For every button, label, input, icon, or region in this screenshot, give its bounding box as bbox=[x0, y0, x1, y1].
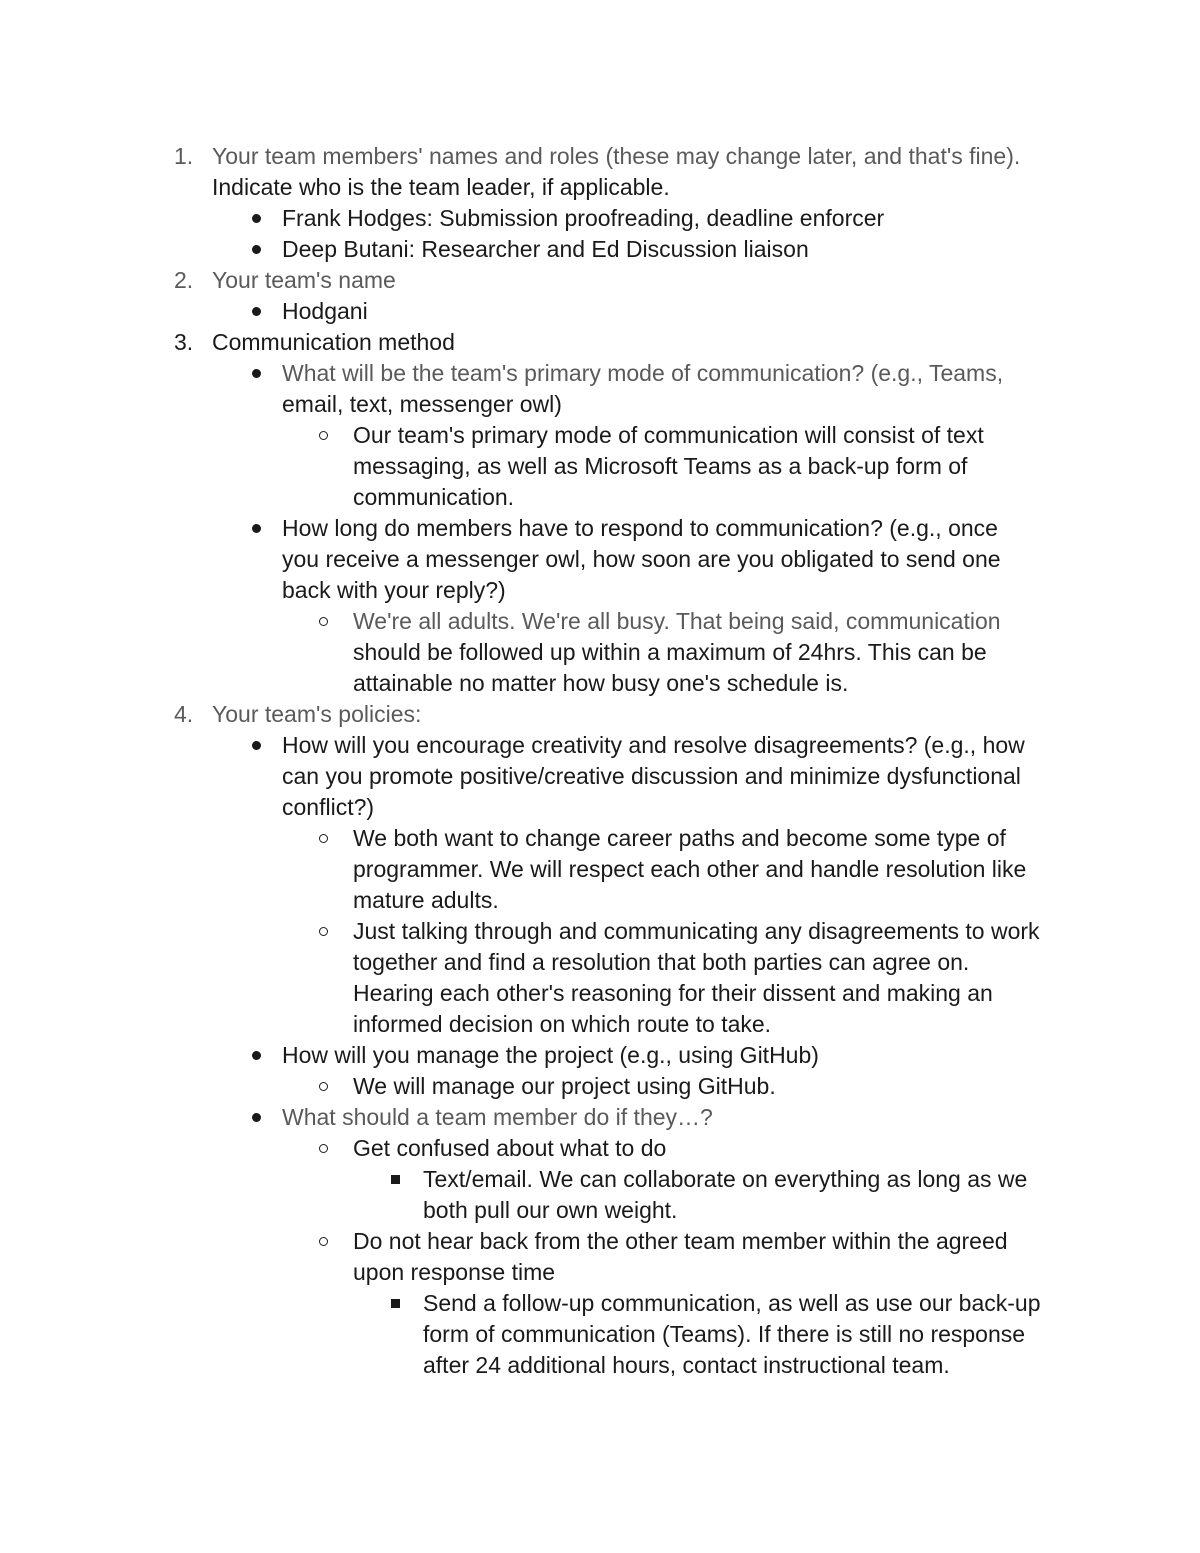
bullet-item bbox=[0, 358, 1200, 389]
bullet-item bbox=[0, 730, 1200, 761]
bullet-item bbox=[0, 1040, 1200, 1071]
sub-bullet-text: Just talking through and communicating any disagreements to work bbox=[353, 918, 1040, 944]
sub-bullet-text: We're all adults. We're all busy. That being said, communication bbox=[353, 608, 1001, 634]
bullet-item bbox=[0, 203, 1200, 234]
hollow-bullet-icon bbox=[319, 1144, 328, 1153]
square-bullet-icon bbox=[391, 1175, 400, 1184]
bullet-text: can you promote positive/creative discussion and minimize dysfunctional bbox=[282, 763, 1021, 789]
bullet-icon bbox=[252, 1113, 261, 1122]
numbered-item-1-continuation bbox=[0, 172, 1200, 203]
square-bullet-text: both pull our own weight. bbox=[423, 1197, 678, 1223]
sub-bullet-text: We will manage our project using GitHub. bbox=[353, 1073, 776, 1099]
bullet-text: What should a team member do if they…? bbox=[282, 1104, 713, 1130]
bullet-continuation bbox=[0, 389, 1200, 420]
sub-bullet-text: mature adults. bbox=[353, 887, 499, 913]
square-bullet-text: after 24 additional hours, contact instructional team. bbox=[423, 1352, 950, 1378]
sub-bullet-text: together and find a resolution that both parties can agree on. bbox=[353, 949, 970, 975]
bullet-text: How will you manage the project (e.g., using GitHub) bbox=[282, 1042, 819, 1068]
bullet-text: you receive a messenger owl, how soon are you obligated to send one bbox=[282, 546, 1001, 572]
bullet-text: Hodgani bbox=[282, 298, 368, 324]
square-bullet-continuation bbox=[0, 1319, 1200, 1350]
sub-bullet-text: informed decision on which route to take. bbox=[353, 1011, 772, 1037]
bullet-icon bbox=[252, 307, 261, 316]
sub-bullet-text: We both want to change career paths and become some type of bbox=[353, 825, 1006, 851]
sub-bullet-continuation bbox=[0, 482, 1200, 513]
sub-bullet-text: Do not hear back from the other team member within the agreed bbox=[353, 1228, 1008, 1254]
sub-bullet-text: Get confused about what to do bbox=[353, 1135, 667, 1161]
sub-bullet-continuation bbox=[0, 885, 1200, 916]
square-bullet-continuation bbox=[0, 1195, 1200, 1226]
sub-bullet-item bbox=[0, 1133, 1200, 1164]
sub-bullet-text: messaging, as well as Microsoft Teams as a back-up form of bbox=[353, 453, 968, 479]
sub-bullet-continuation bbox=[0, 947, 1200, 978]
hollow-bullet-icon bbox=[319, 834, 328, 843]
item-number: 4. bbox=[174, 701, 194, 727]
bullet-text: back with your reply?) bbox=[282, 577, 506, 603]
sub-bullet-item bbox=[0, 606, 1200, 637]
hollow-bullet-icon bbox=[319, 1237, 328, 1246]
square-bullet-text: Send a follow-up communication, as well as use our back-up bbox=[423, 1290, 1041, 1316]
bullet-item bbox=[0, 234, 1200, 265]
numbered-item-2 bbox=[0, 265, 1200, 296]
bullet-continuation bbox=[0, 544, 1200, 575]
hollow-bullet-icon bbox=[319, 1082, 328, 1091]
bullet-icon bbox=[252, 214, 261, 223]
item-number: 1. bbox=[174, 143, 194, 169]
sub-bullet-text: upon response time bbox=[353, 1259, 556, 1285]
bullet-icon bbox=[252, 1051, 261, 1060]
bullet-text: How will you encourage creativity and resolve disagreements? (e.g., how bbox=[282, 732, 1025, 758]
item-text: Your team's name bbox=[212, 267, 396, 293]
item-number: 3. bbox=[174, 329, 194, 355]
sub-bullet-continuation bbox=[0, 668, 1200, 699]
square-bullet-item bbox=[0, 1164, 1200, 1195]
sub-bullet-text: Our team's primary mode of communication will consist of text bbox=[353, 422, 984, 448]
numbered-item-3 bbox=[0, 327, 1200, 358]
bullet-text: Deep Butani: Researcher and Ed Discussion liaison bbox=[282, 236, 809, 262]
square-bullet-text: form of communication (Teams). If there is still no response bbox=[423, 1321, 1026, 1347]
hollow-bullet-icon bbox=[319, 927, 328, 936]
bullet-item bbox=[0, 513, 1200, 544]
item-text: Communication method bbox=[212, 329, 455, 355]
sub-bullet-text: should be followed up within a maximum of 24hrs. This can be bbox=[353, 639, 987, 665]
sub-bullet-continuation bbox=[0, 1009, 1200, 1040]
document-page bbox=[0, 141, 1200, 1381]
numbered-item-1 bbox=[0, 141, 1200, 172]
bullet-item bbox=[0, 296, 1200, 327]
bullet-text: email, text, messenger owl) bbox=[282, 391, 562, 417]
sub-bullet-item bbox=[0, 823, 1200, 854]
bullet-item bbox=[0, 1102, 1200, 1133]
sub-bullet-item bbox=[0, 1071, 1200, 1102]
bullet-text: Frank Hodges: Submission proofreading, deadline enforcer bbox=[282, 205, 885, 231]
item-text: Indicate who is the team leader, if applicable. bbox=[212, 174, 670, 200]
bullet-icon bbox=[252, 369, 261, 378]
sub-bullet-item bbox=[0, 916, 1200, 947]
sub-bullet-continuation bbox=[0, 854, 1200, 885]
hollow-bullet-icon bbox=[319, 431, 328, 440]
bullet-icon bbox=[252, 245, 261, 254]
sub-bullet-continuation bbox=[0, 1257, 1200, 1288]
bullet-icon bbox=[252, 524, 261, 533]
sub-bullet-text: communication. bbox=[353, 484, 515, 510]
bullet-text: What will be the team's primary mode of communication? (e.g., Teams, bbox=[282, 360, 1004, 386]
sub-bullet-continuation bbox=[0, 978, 1200, 1009]
sub-bullet-text: attainable no matter how busy one's schedule is. bbox=[353, 670, 849, 696]
sub-bullet-item bbox=[0, 1226, 1200, 1257]
bullet-continuation bbox=[0, 792, 1200, 823]
sub-bullet-continuation bbox=[0, 451, 1200, 482]
square-bullet-item bbox=[0, 1288, 1200, 1319]
numbered-item-4 bbox=[0, 699, 1200, 730]
sub-bullet-continuation bbox=[0, 637, 1200, 668]
square-bullet-text: Text/email. We can collaborate on everything as long as we bbox=[423, 1166, 1028, 1192]
bullet-icon bbox=[252, 741, 261, 750]
sub-bullet-text: Hearing each other's reasoning for their dissent and making an bbox=[353, 980, 993, 1006]
square-bullet-continuation bbox=[0, 1350, 1200, 1381]
item-text: Your team members' names and roles (these may change later, and that's fine). bbox=[212, 143, 1021, 169]
hollow-bullet-icon bbox=[319, 617, 328, 626]
sub-bullet-text: programmer. We will respect each other and handle resolution like bbox=[353, 856, 1027, 882]
sub-bullet-item bbox=[0, 420, 1200, 451]
square-bullet-icon bbox=[391, 1299, 400, 1308]
bullet-continuation bbox=[0, 575, 1200, 606]
item-number: 2. bbox=[174, 267, 194, 293]
bullet-continuation bbox=[0, 761, 1200, 792]
bullet-text: How long do members have to respond to communication? (e.g., once bbox=[282, 515, 998, 541]
bullet-text: conflict?) bbox=[282, 794, 375, 820]
item-text: Your team's policies: bbox=[212, 701, 422, 727]
